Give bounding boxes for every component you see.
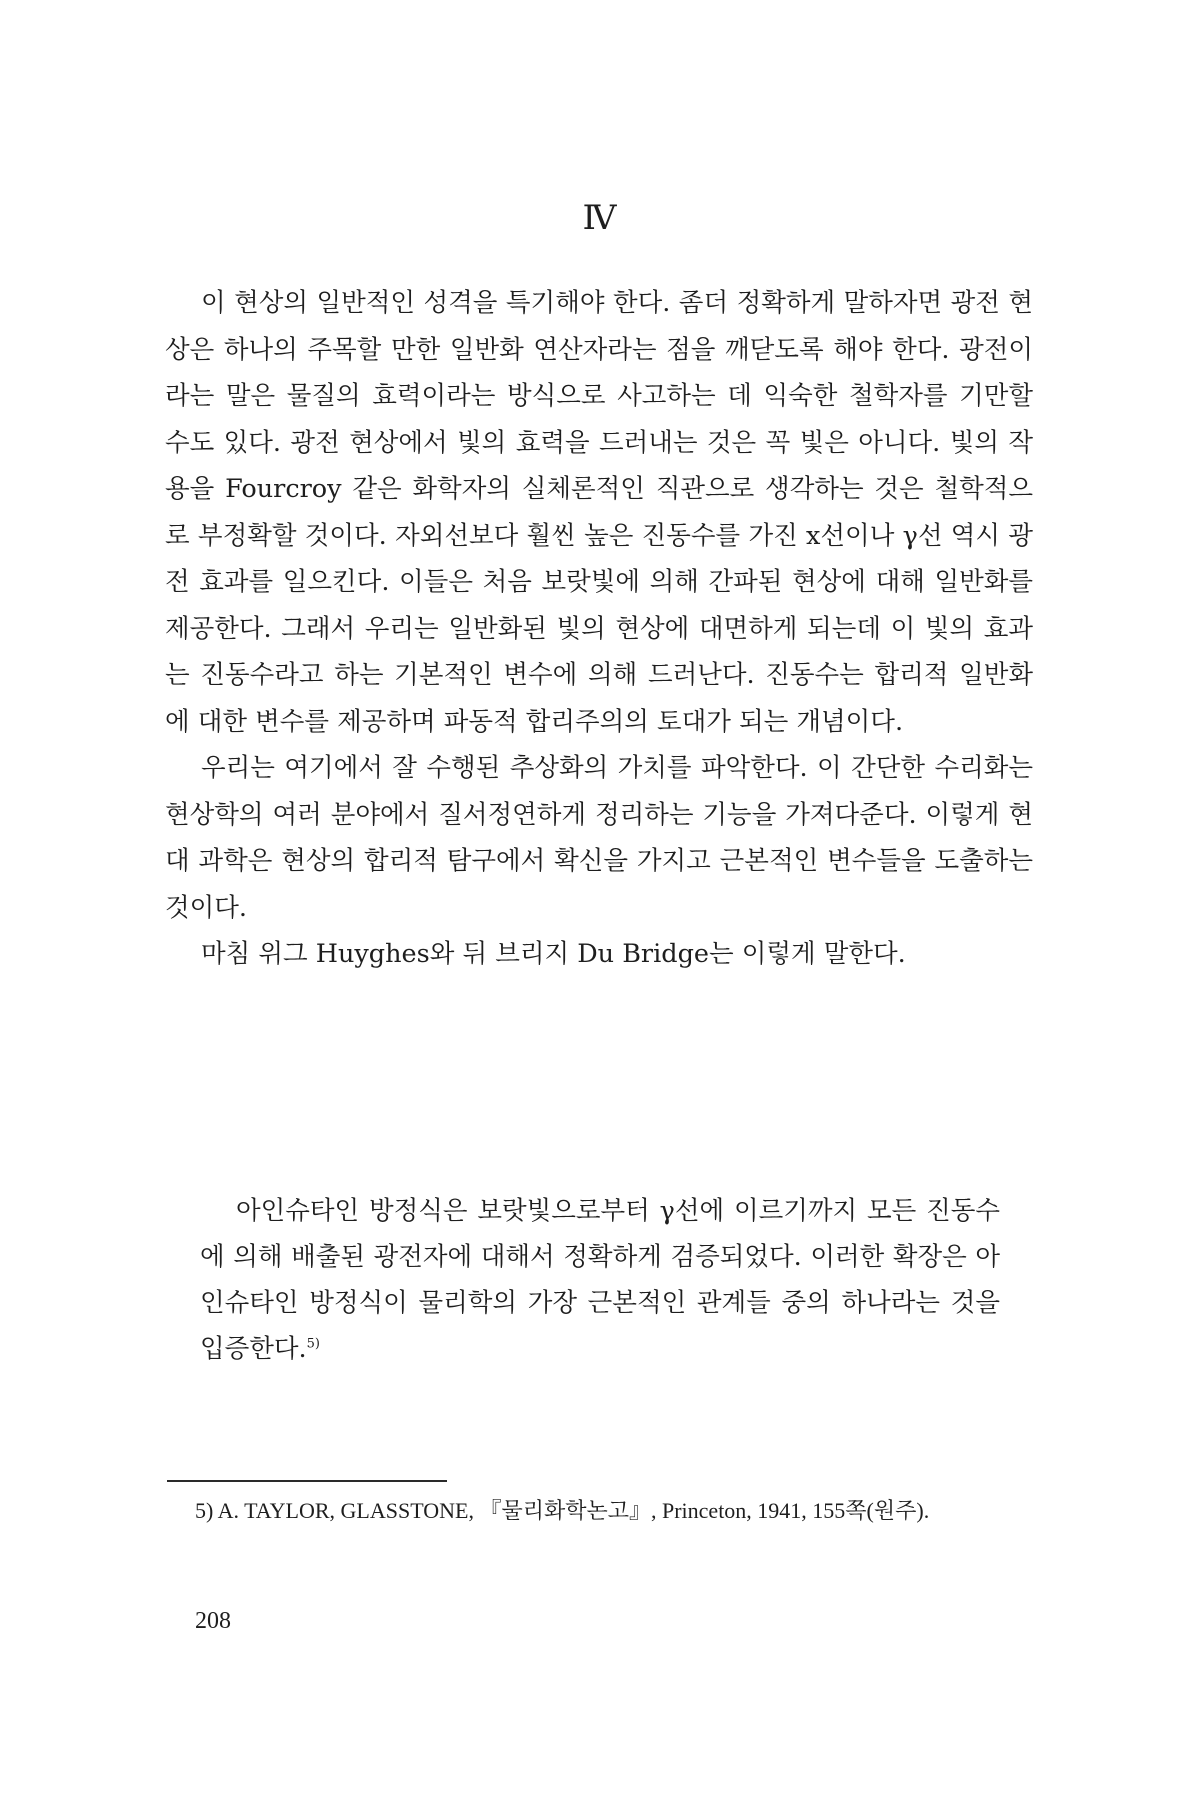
footnote-divider [167, 1480, 447, 1482]
paragraph-3: 마침 위그 Huyghes와 뒤 브리지 Du Bridge는 이렇게 말한다. [201, 939, 906, 969]
section-numeral: Ⅳ [582, 200, 618, 237]
paragraph-2: 우리는 여기에서 잘 수행된 추상화의 가치를 파악한다. 이 간단한 수리화는 현상학의 여러 분야에서 질서정연하게 정리하는 기능을 가져다준다. 이렇게 현대 과학은 현상의 합리적 탐구에서 확신을 가지고 근본적인 변수들을 도출하는 것이다. [165, 753, 1033, 923]
body-text [165, 280, 1033, 978]
footnote-reference[interactable]: 5) [306, 1336, 320, 1352]
block-quote [200, 1188, 1000, 1372]
paragraph-1: 이 현상의 일반적인 성격을 특기해야 한다. 좀더 정확하게 말하자면 광전 현상은 하나의 주목할 만한 일반화 연산자라는 점을 깨닫도록 해야 한다. 광전이라는 말은 물질의 효력이라는 방식으로 사고하는 데 익숙한 철학자를 기만할 수도 있다. 광전 현상에서 빛의 효력을 드러내는 것은 꼭 빛은 아니다. 빛의 작용을 Fourcroy 같은 화학자의 실체론적인 직관으로 생각하는 것은 철학적으로 부정확할 것이다. 자외선보다 훨씬 높은 진동수를 가진 x선이나 γ선 역시 광전 효과를 일으킨다. 이들은 처음 보랏빛에 의해 간파된 현상에 대해 일반화를 제공한다. 그래서 우리는 일반화된 빛의 현상에 대면하게 되는데 이 빛의 효과는 진동수라고 하는 기본적인 변수에 의해 드러난다. 진동수는 합리적 일반화에 대한 변수를 제공하며 파동적 합리주의의 토대가 되는 개념이다. [165, 288, 1033, 737]
footnote: 5) A. TAYLOR, GLASSTONE, 『물리화학논고』, Princeton, 1941, 155쪽(원주). [195, 1498, 930, 1523]
quote-paragraph [200, 1188, 1000, 1372]
page-number: 208 [195, 1608, 231, 1634]
quote-text: 아인슈타인 방정식은 보랏빛으로부터 γ선에 이르기까지 모든 진동수에 의해 배출된 광전자에 대해서 정확하게 검증되었다. 이러한 확장은 아인슈타인 방정식이 물리학의 가장 근본적인 관계들 중의 하나라는 것을 입증한다. [200, 1196, 1000, 1364]
